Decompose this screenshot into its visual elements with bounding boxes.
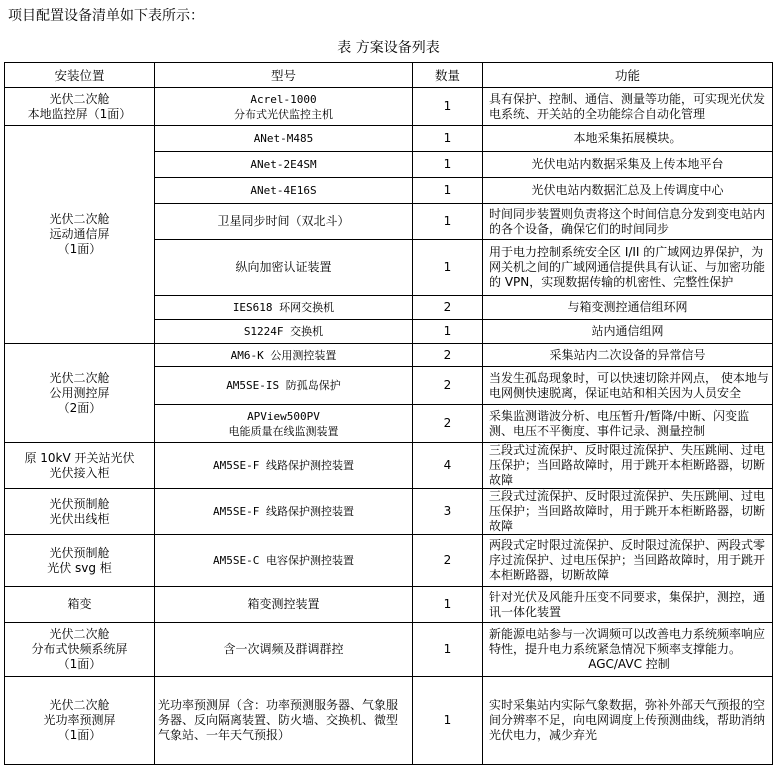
- model-cell: 箱变测控装置: [155, 587, 413, 623]
- table-row: [5, 126, 773, 152]
- install-location-cell: 光伏二次舱 远动通信屏 （1面）: [5, 126, 155, 344]
- model-cell: AM5SE-F 线路保护测控装置: [155, 489, 413, 535]
- table-row: [5, 677, 773, 765]
- model-cell: AM5SE-C 电容保护测控装置: [155, 535, 413, 587]
- function-cell: 当发生孤岛现象时，可以快速切除并网点， 使本地与电网侧快速脱离，保证电站和相关因为人员安全: [483, 367, 773, 405]
- quantity-cell: 2: [413, 344, 483, 367]
- table-caption: 表 方案设备列表: [337, 40, 440, 56]
- install-location-cell: 光伏预制舱 光伏 svg 柜: [5, 535, 155, 587]
- function-cell: 两段式定时限过流保护、反时限过流保护、两段式零序过流保护、过电压保护；当回路故障时，用于跳开本柜断路器，切断故障: [483, 535, 773, 587]
- function-cell: 用于电力控制系统安全区 I/II 的广域网边界保护，为网关机之间的广域网通信提供具有认证、与加密功能的 VPN，实现数据传输的机密性、完整性保护: [483, 240, 773, 296]
- function-cell: 三段式过流保护、反时限过流保护、失压跳闸、过电压保护；当回路故障时，用于跳开本柜断路器，切断故障: [483, 443, 773, 489]
- quantity-cell: 2: [413, 367, 483, 405]
- quantity-cell: 2: [413, 405, 483, 443]
- function-cell: 新能源电站参与一次调频可以改善电力系统频率响应特性，提升电力系统紧急情况下频率支撑能力。 AGC/AVC 控制: [483, 623, 773, 677]
- header-model: 型号: [155, 63, 413, 88]
- table-row: [5, 587, 773, 623]
- table-row: [5, 88, 773, 126]
- model-cell: AM5SE-IS 防孤岛保护: [155, 367, 413, 405]
- quantity-cell: 4: [413, 443, 483, 489]
- model-cell: S1224F 交换机: [155, 320, 413, 344]
- model-cell: 卫星同步时间（双北斗）: [155, 204, 413, 240]
- model-cell: 纵向加密认证装置: [155, 240, 413, 296]
- install-location-cell: 光伏二次舱 分布式快频系统屏 （1面）: [5, 623, 155, 677]
- quantity-cell: 1: [413, 204, 483, 240]
- model-cell: IES618 环网交换机: [155, 296, 413, 320]
- model-cell: APView500PV 电能质量在线监测装置: [155, 405, 413, 443]
- quantity-cell: 1: [413, 240, 483, 296]
- function-cell: 实时采集站内实际气象数据，弥补外部天气预报的空间分辨率不足，向电网调度上传预测曲线，帮助消纳光伏电力，减少弃光: [483, 677, 773, 765]
- quantity-cell: 1: [413, 88, 483, 126]
- table-row: [5, 489, 773, 535]
- quantity-cell: 1: [413, 178, 483, 204]
- header-qty: 数量: [413, 63, 483, 88]
- header-function: 功能: [483, 63, 773, 88]
- table-row: [5, 623, 773, 677]
- function-cell: 光伏电站内数据汇总及上传调度中心: [483, 178, 773, 204]
- model-cell: AM5SE-F 线路保护测控装置: [155, 443, 413, 489]
- install-location-cell: 原 10kV 开关站光伏 光伏接入柜: [5, 443, 155, 489]
- function-cell: 光伏电站内数据采集及上传本地平台: [483, 152, 773, 178]
- model-cell: ANet-4E16S: [155, 178, 413, 204]
- equipment-table: [4, 62, 773, 765]
- quantity-cell: 1: [413, 587, 483, 623]
- function-cell: 三段式过流保护、反时限过流保护、失压跳闸、过电压保护；当回路故障时，用于跳开本柜断路器，切断故障: [483, 489, 773, 535]
- install-location-cell: 箱变: [5, 587, 155, 623]
- install-location-cell: 光伏预制舱 光伏出线柜: [5, 489, 155, 535]
- model-cell: ANet-M485: [155, 126, 413, 152]
- function-cell: 站内通信组网: [483, 320, 773, 344]
- table-row: [5, 443, 773, 489]
- model-cell: Acrel-1000 分布式光伏监控主机: [155, 88, 413, 126]
- function-cell: 具有保护、控制、通信、测量等功能，可实现光伏发电系统、开关站的全功能综合自动化管理: [483, 88, 773, 126]
- function-cell: 针对光伏及风能升压变不同要求，集保护，测控，通讯一体化装置: [483, 587, 773, 623]
- quantity-cell: 2: [413, 535, 483, 587]
- quantity-cell: 3: [413, 489, 483, 535]
- table-row: [5, 535, 773, 587]
- quantity-cell: 2: [413, 296, 483, 320]
- quantity-cell: 1: [413, 152, 483, 178]
- quantity-cell: 1: [413, 623, 483, 677]
- header-row: [5, 63, 773, 88]
- model-cell: 光功率预测屏（含：功率预测服务器、气象服务器、反向隔离装置、防火墙、交换机、微型气象站、一年天气预报）: [155, 677, 413, 765]
- model-cell: ANet-2E4SM: [155, 152, 413, 178]
- quantity-cell: 1: [413, 677, 483, 765]
- function-cell: 本地采集拓展模块。: [483, 126, 773, 152]
- function-cell: 采集站内二次设备的异常信号: [483, 344, 773, 367]
- intro-text: 项目配置设备清单如下表所示：: [8, 8, 204, 24]
- function-cell: 与箱变测控通信组环网: [483, 296, 773, 320]
- install-location-cell: 光伏二次舱 光功率预测屏 （1面）: [5, 677, 155, 765]
- install-location-cell: 光伏二次舱 公用测控屏 （2面）: [5, 344, 155, 443]
- quantity-cell: 1: [413, 320, 483, 344]
- install-location-cell: 光伏二次舱 本地监控屏（1面）: [5, 88, 155, 126]
- model-cell: AM6-K 公用测控装置: [155, 344, 413, 367]
- model-cell: 含一次调频及群调群控: [155, 623, 413, 677]
- header-location: 安装位置: [5, 63, 155, 88]
- quantity-cell: 1: [413, 126, 483, 152]
- function-cell: 采集监测谐波分析、电压暂升/暂降/中断、闪变监测、电压不平衡度、事件记录、测量控制: [483, 405, 773, 443]
- table-row: [5, 344, 773, 367]
- function-cell: 时间同步装置则负责将这个时间信息分发到变电站内的各个设备，确保它们的时间同步: [483, 204, 773, 240]
